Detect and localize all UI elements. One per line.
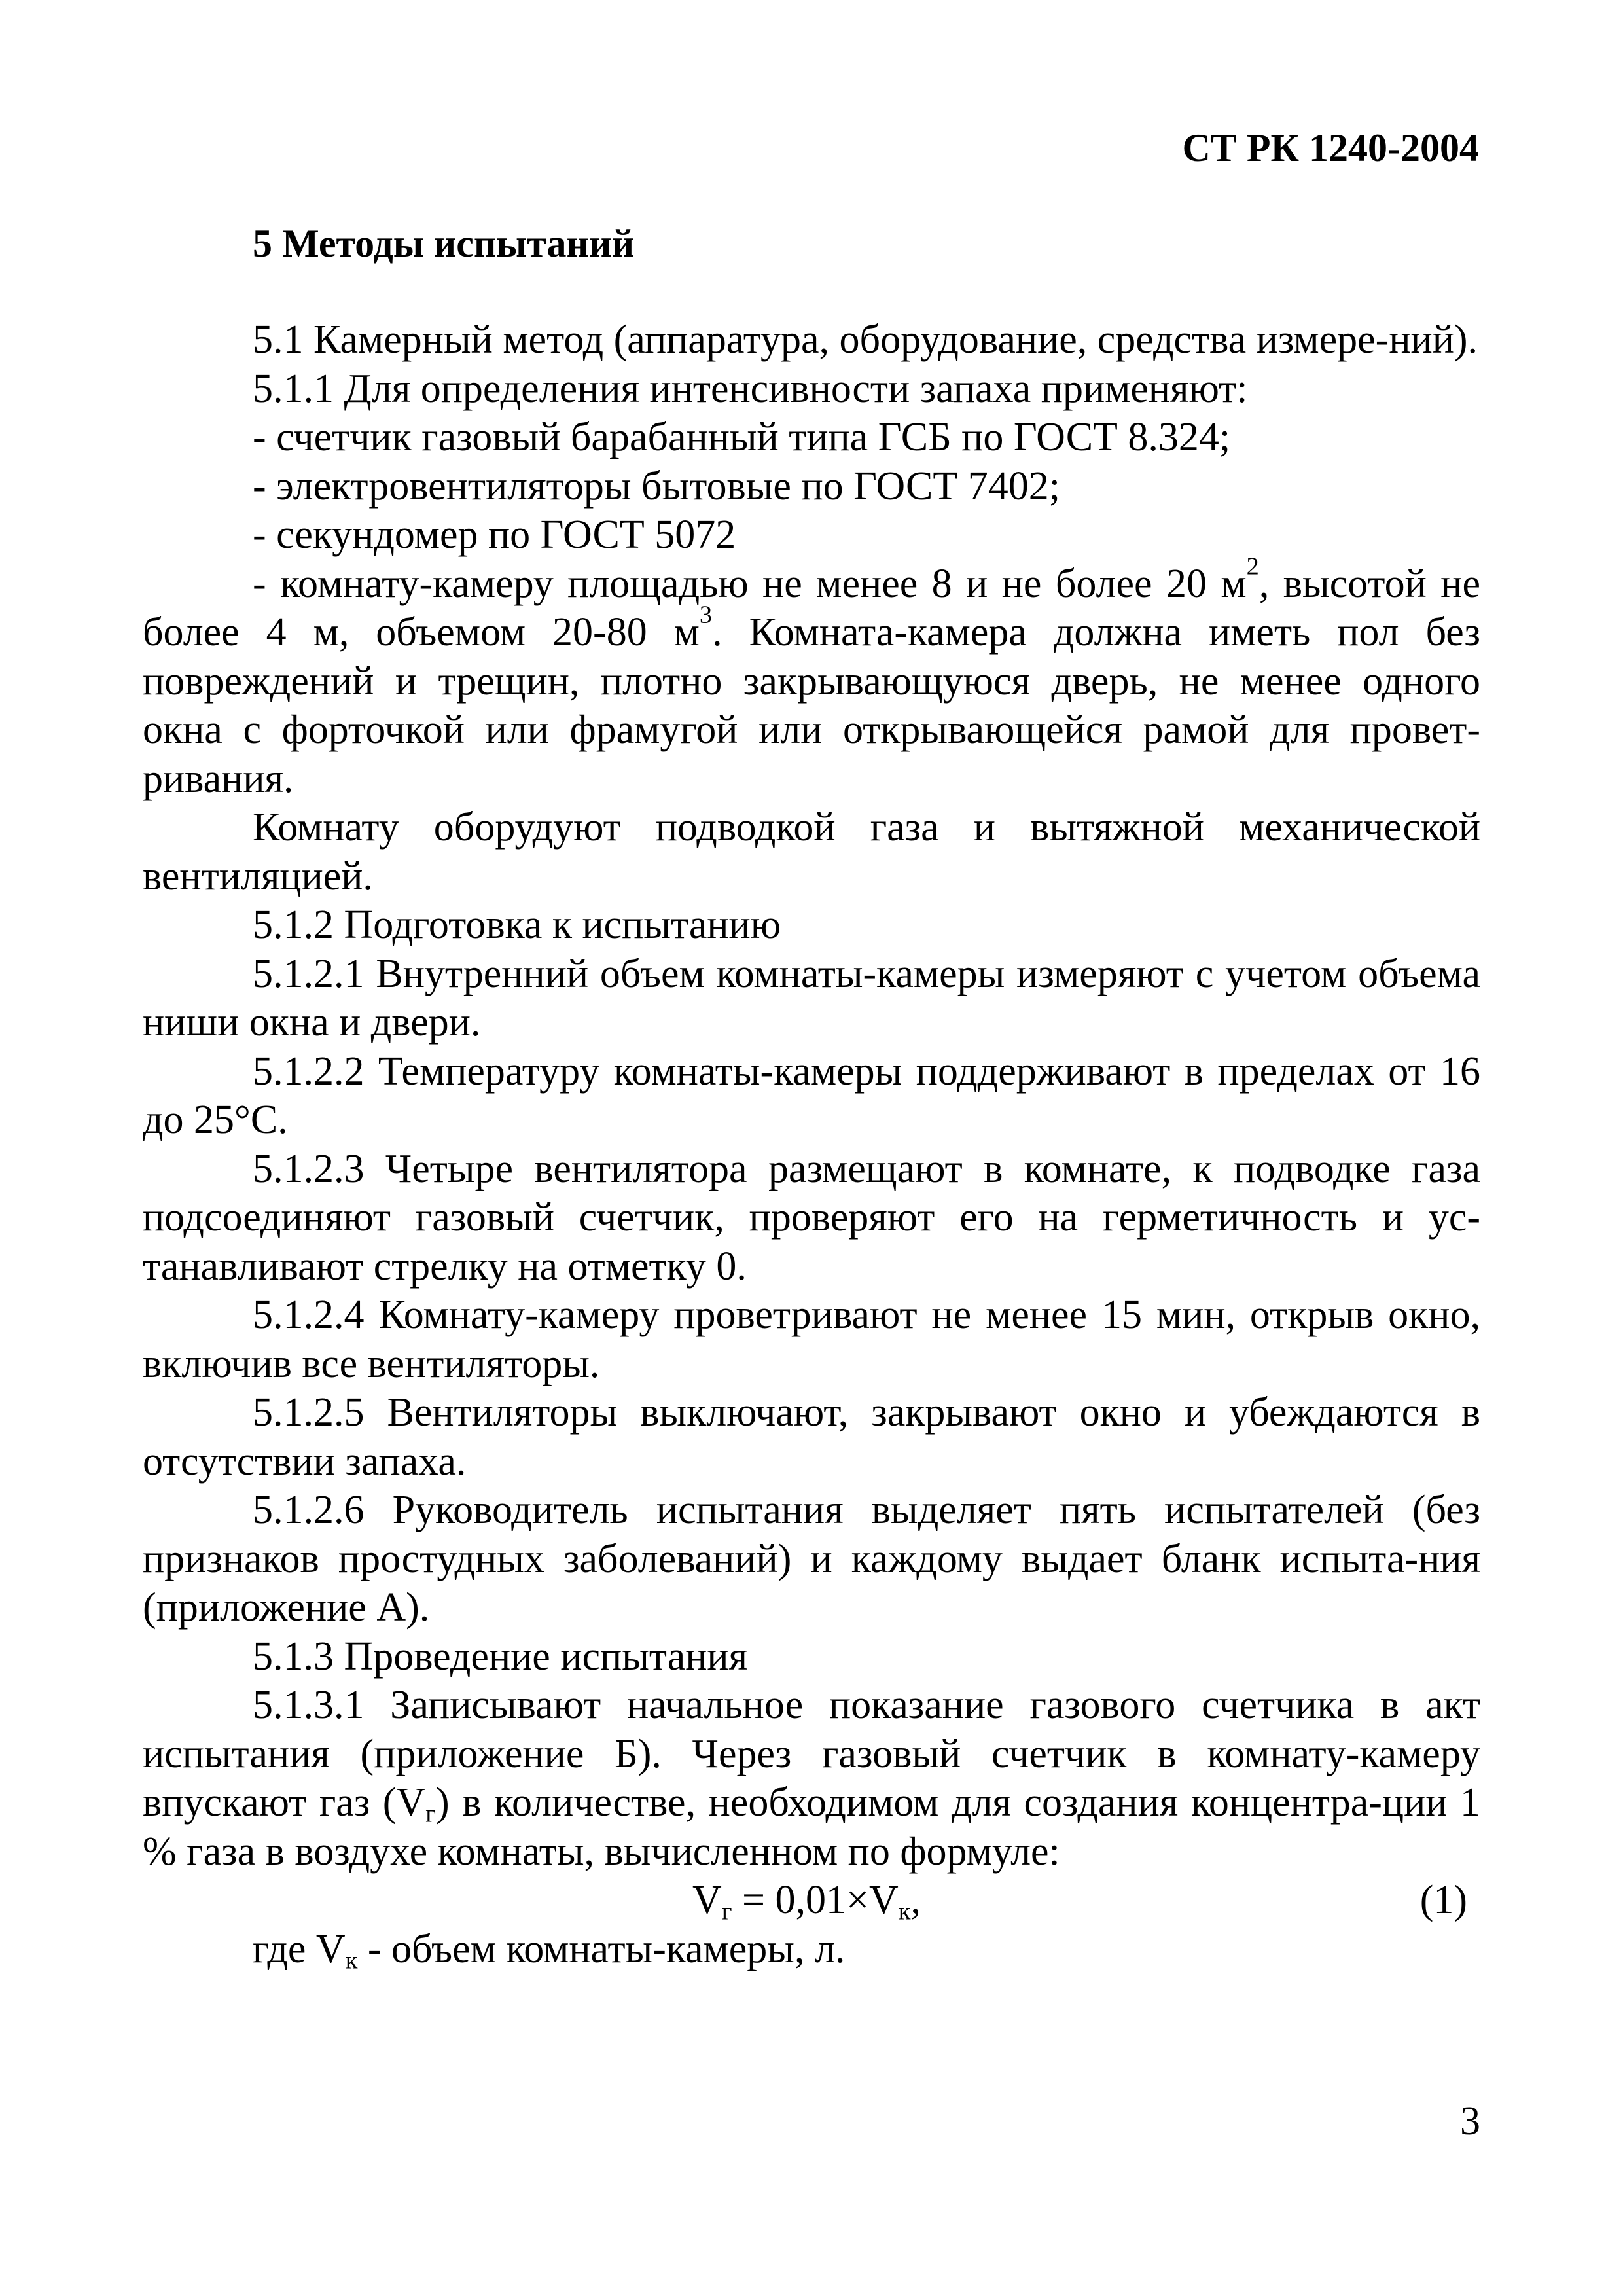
text-fragment: . Комната-камера должна иметь пол без повреждений и трещин, плотно закрывающуюся дверь, не менее одного окна с форточкой или фрамугой или открывающейся рамой для провет-ривания.: [143, 610, 1480, 801]
formula-symbol: V: [692, 1878, 722, 1922]
text-fragment: 5.1.3.1 Записывают начальное показание газового счетчика в акт испытания (приложение Б). Через газовый счетчик в комнату-камеру впускают газ (V: [143, 1683, 1480, 1825]
paragraph-5-1-2-2: 5.1.2.2 Температуру комнаты-камеры поддерживают в пределах от 16 до 25°С.: [143, 1049, 1480, 1142]
list-item: - электровентиляторы бытовые по ГОСТ 7402;: [253, 463, 1060, 509]
paragraph-5-1-1: 5.1.1 Для определения интенсивности запаха применяют:: [253, 366, 1248, 411]
paragraph-5-1-2-5: 5.1.2.5 Вентиляторы выключают, закрывают окно и убеждаются в отсутствии запаха.: [143, 1390, 1480, 1484]
paragraph-5-1: 5.1 Камерный метод (аппаратура, оборудование, средства измере-ний).: [253, 317, 1478, 362]
paragraph-5-1-2-1: 5.1.2.1 Внутренний объем комнаты-камеры измеряют с учетом объема ниши окна и двери.: [143, 951, 1480, 1045]
list-item-room-requirements: [143, 552, 1480, 804]
paragraph-5-1-3: 5.1.3 Проведение испытания: [253, 1634, 748, 1679]
superscript: 3: [699, 601, 713, 629]
text-fragment: где V: [253, 1926, 346, 1971]
subscript: к: [898, 1897, 911, 1926]
formula: [143, 1876, 1480, 1925]
list-item: - секундомер по ГОСТ 5072: [253, 512, 736, 557]
paragraph-5-1-2-3: 5.1.2.3 Четыре вентилятора размещают в комнате, к подводке газа подсоединяют газовый счетчик, проверяют его на герметичность и ус-танавливают стрелку на отметку 0.: [143, 1146, 1480, 1289]
text-fragment: - комнату-камеру площадью не менее 8 и не более 20 м: [253, 561, 1247, 606]
formula-explanation: [143, 1925, 1480, 1974]
paragraph-5-1-2: 5.1.2 Подготовка к испытанию: [253, 903, 781, 947]
text-fragment: , высотой не более 4 м, объемом 20-80 м: [143, 561, 1480, 655]
superscript: 2: [1246, 552, 1259, 580]
equation-number: (1): [1419, 1878, 1467, 1922]
document-code: СТ РК 1240-2004: [1182, 126, 1479, 170]
page-number: 3: [1460, 2099, 1480, 2144]
subscript: г: [721, 1897, 732, 1926]
text-fragment: - объем комнаты-камеры, л.: [357, 1926, 846, 1971]
section-title: 5 Методы испытаний: [253, 222, 635, 265]
formula-expression: [692, 1876, 921, 1925]
subscript: г: [425, 1800, 436, 1828]
formula-text: ,: [910, 1878, 921, 1922]
paragraph-5-1-2-4: 5.1.2.4 Комнату-камеру проветривают не менее 15 мин, открыв окно, включив все вентиляторы.: [143, 1293, 1480, 1386]
formula-text: = 0,01×V: [732, 1878, 899, 1922]
subscript: к: [345, 1946, 358, 1975]
paragraph-5-1-2-6: 5.1.2.6 Руководитель испытания выделяет пять испытателей (без признаков простудных заболеваний) и каждому выдает бланк испыта-ния (приложение А).: [143, 1488, 1480, 1630]
document-body: [143, 315, 1480, 1973]
paragraph-room-equipment: Комнату оборудуют подводкой газа и вытяжной механической вентиляцией.: [143, 805, 1480, 899]
paragraph-5-1-3-1: [143, 1681, 1480, 1876]
text-fragment: ) в количестве, необходимом для создания концентра-ции 1 % газа в воздухе комнаты, вычисленном по формуле:: [143, 1780, 1480, 1874]
list-item: - счетчик газовый барабанный типа ГСБ по ГОСТ 8.324;: [253, 415, 1231, 459]
